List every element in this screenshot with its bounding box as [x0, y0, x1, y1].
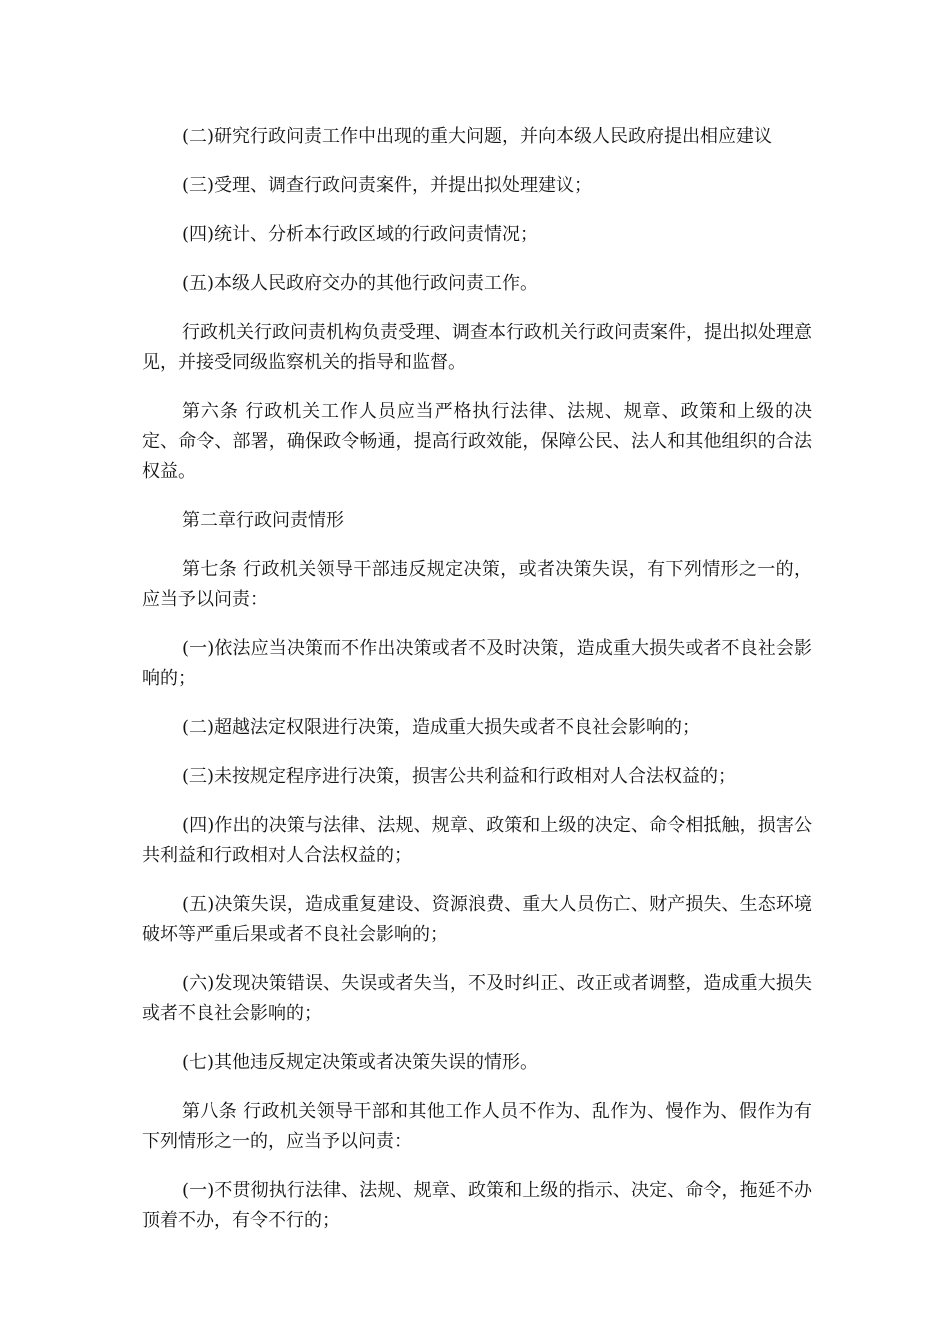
chapter-2-heading: 第二章行政问责情形 — [182, 510, 344, 531]
article-7: 第七条 行政机关领导干部违反规定决策，或者决策失误，有下列情形之一的，应当予以问责： — [142, 559, 812, 610]
article-8-item-1: (一)不贯彻执行法律、法规、规章、政策和上级的指示、决定、命令，拖延不办顶着不办，有令不行的； — [142, 1180, 812, 1231]
paragraph-item-4: (四)统计、分析本行政区域的行政问责情况； — [182, 224, 539, 245]
article-7-item-1: (一)依法应当决策而不作出决策或者不及时决策，造成重大损失或者不良社会影响的； — [142, 638, 812, 689]
paragraph-item-3: (三)受理、调查行政问责案件，并提出拟处理建议； — [182, 175, 593, 196]
article-6: 第六条 行政机关工作人员应当严格执行法律、法规、规章、政策和上级的决定、命令、部署，确保政令畅通，提高行政效能，保障公民、法人和其他组织的合法权益。 — [142, 401, 812, 482]
document-body — [142, 122, 812, 1255]
article-7-item-4: (四)作出的决策与法律、法规、规章、政策和上级的决定、命令相抵触，损害公共利益和行政相对人合法权益的； — [142, 815, 812, 866]
article-8: 第八条 行政机关领导干部和其他工作人员不作为、乱作为、慢作为、假作为有下列情形之一的，应当予以问责： — [142, 1101, 812, 1152]
article-7-item-2: (二)超越法定权限进行决策，造成重大损失或者不良社会影响的； — [182, 717, 701, 738]
article-7-item-3: (三)未按规定程序进行决策，损害公共利益和行政相对人合法权益的； — [182, 766, 737, 787]
paragraph-item-5: (五)本级人民政府交办的其他行政问责工作。 — [182, 273, 539, 294]
article-7-item-7: (七)其他违反规定决策或者决策失误的情形。 — [182, 1052, 539, 1073]
paragraph-accountability-office: 行政机关行政问责机构负责受理、调查本行政机关行政问责案件，提出拟处理意见，并接受同级监察机关的指导和监督。 — [142, 322, 812, 373]
paragraph-item-2: (二)研究行政问责工作中出现的重大问题，并向本级人民政府提出相应建议 — [182, 126, 773, 147]
article-7-item-6: (六)发现决策错误、失误或者失当，不及时纠正、改正或者调整，造成重大损失或者不良社会影响的； — [142, 973, 812, 1024]
article-7-item-5: (五)决策失误，造成重复建设、资源浪费、重大人员伤亡、财产损失、生态环境破坏等严重后果或者不良社会影响的； — [142, 894, 812, 945]
